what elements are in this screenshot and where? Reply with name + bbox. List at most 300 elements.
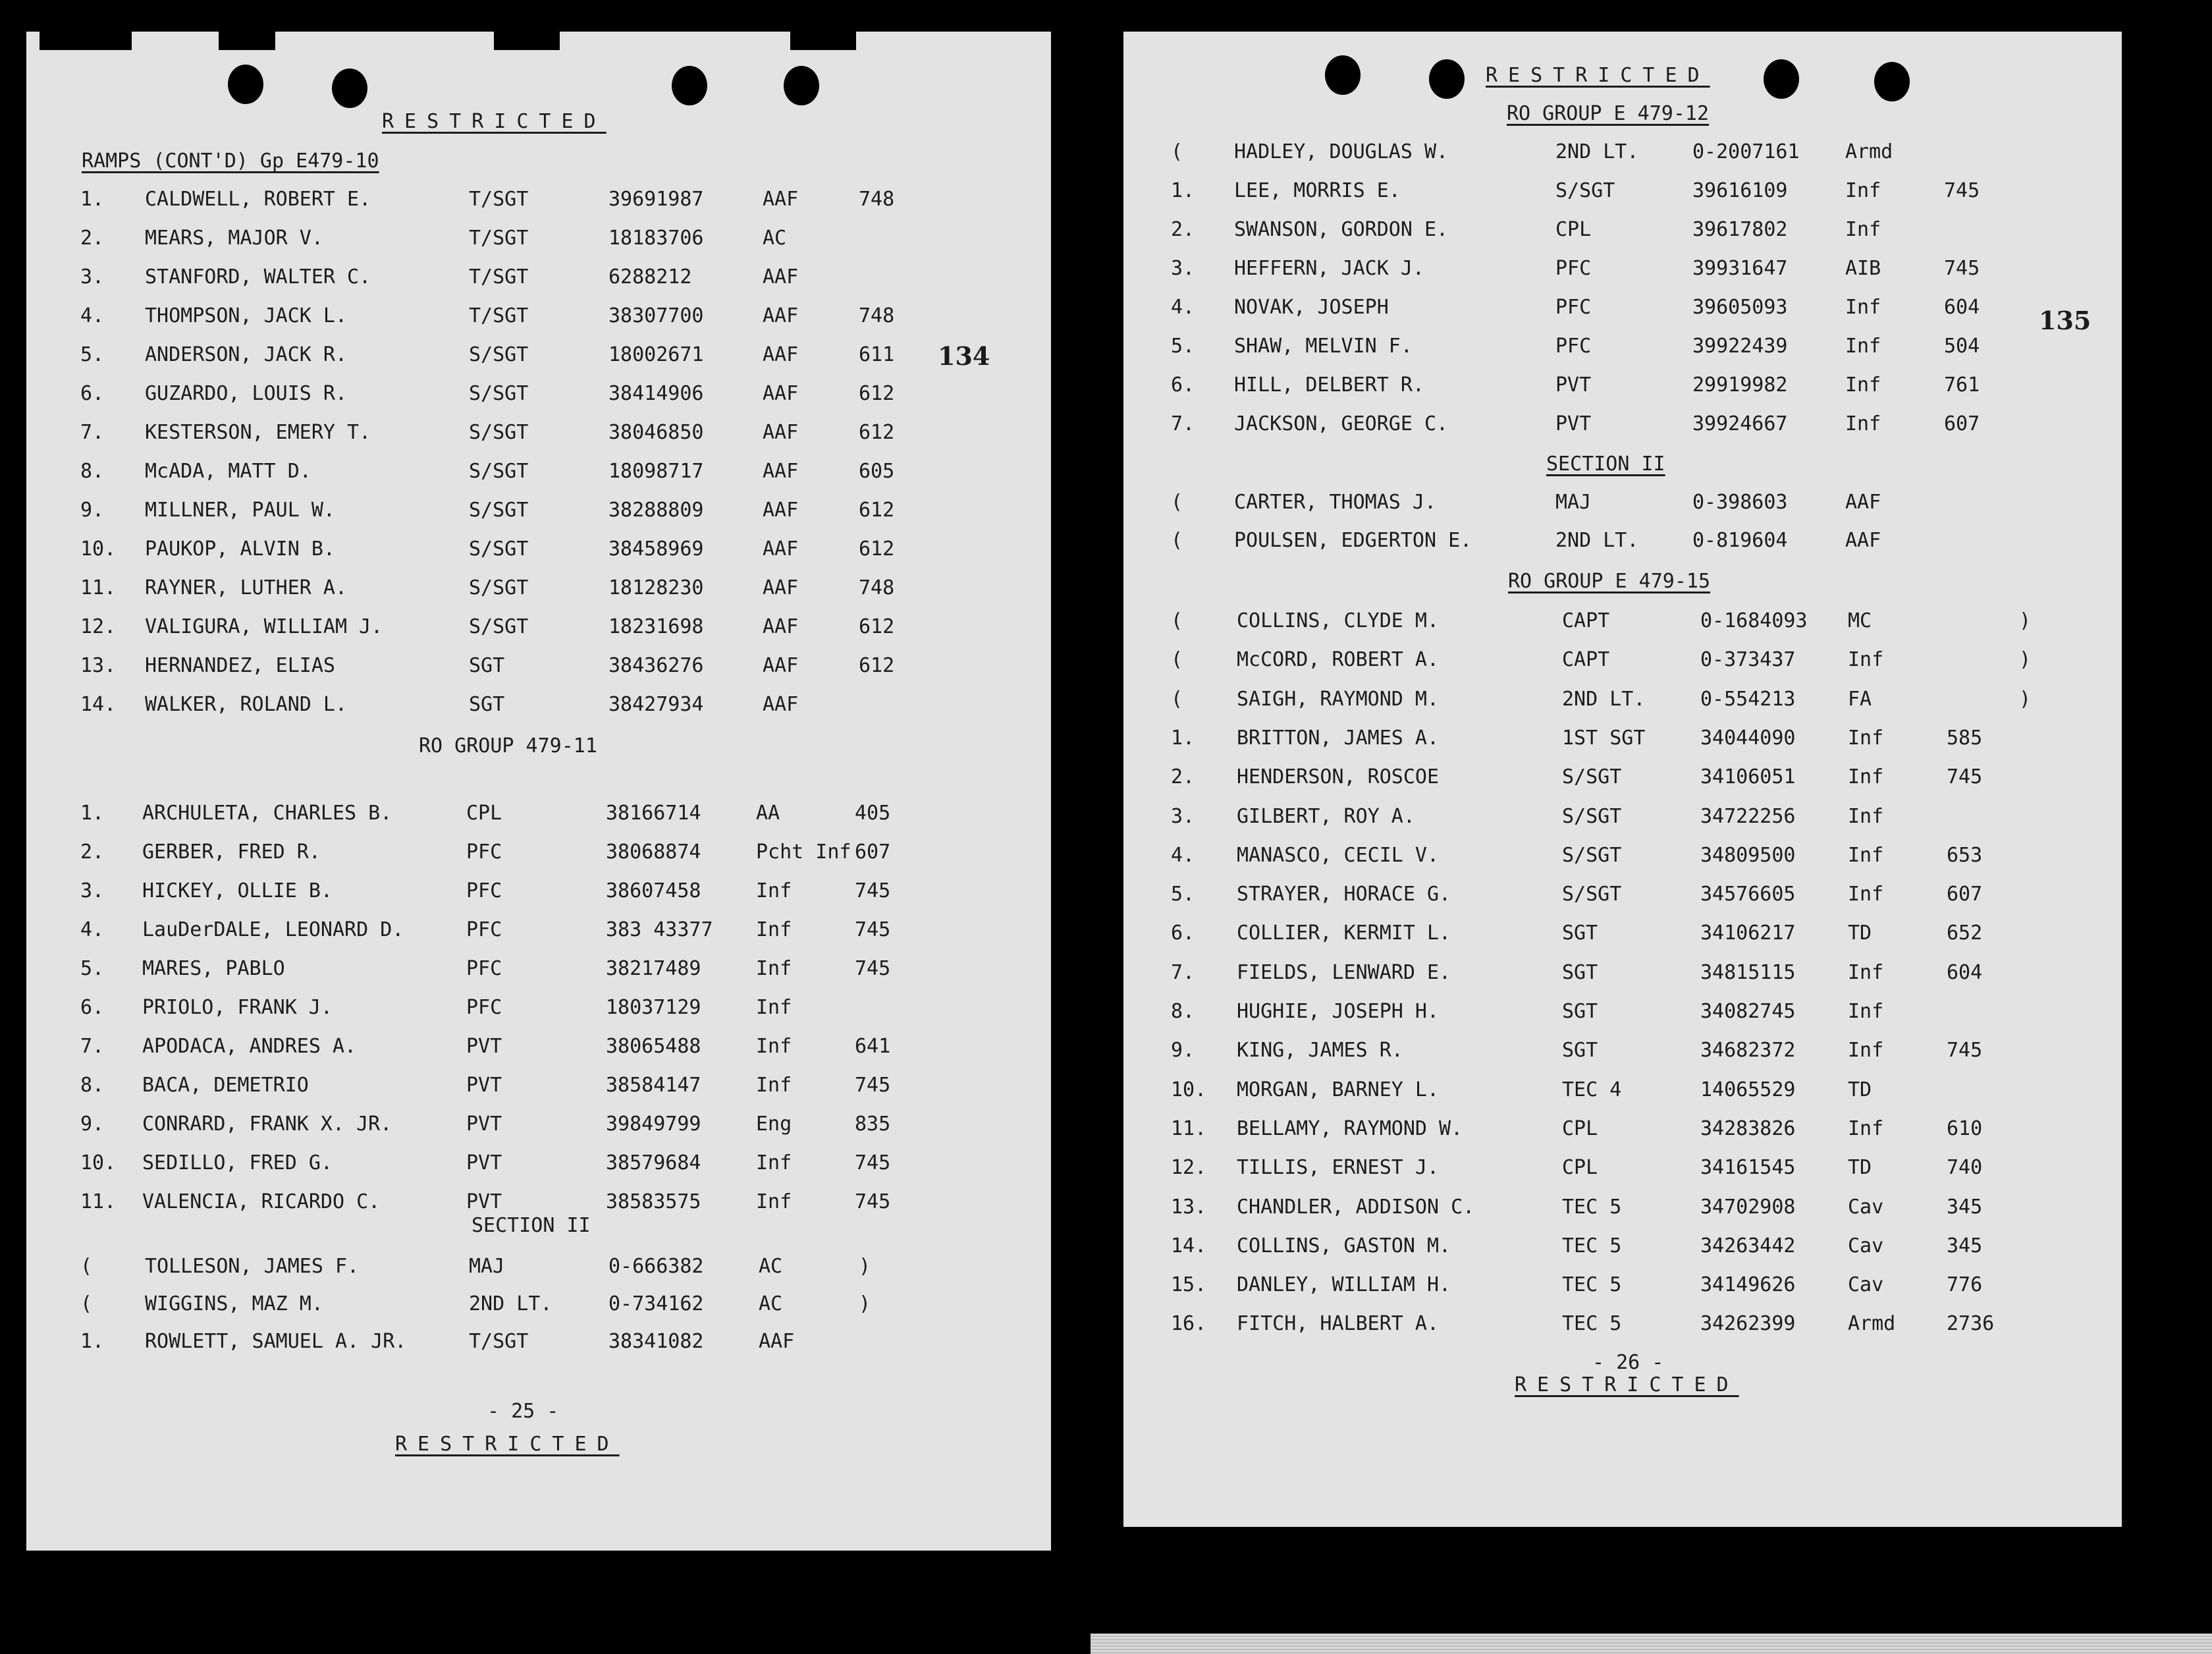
punch-hole	[672, 66, 707, 105]
cell-name: HUGHIE, JOSEPH H.	[1237, 1000, 1440, 1023]
cell-code: 652	[1947, 922, 1983, 945]
cell-rank: T/SGT	[469, 188, 529, 211]
cell-name: MANASCO, CECIL V.	[1237, 843, 1440, 867]
cell-num: 2.	[1171, 765, 1195, 789]
cell-name: GUZARDO, LOUIS R.	[145, 382, 348, 405]
cell-code: 745	[855, 957, 891, 980]
cell-branch: AAF	[763, 654, 799, 677]
cell-close: )	[2019, 609, 2032, 632]
cell-rank: MAJ	[1555, 491, 1592, 514]
restricted-footer: RESTRICTED	[1515, 1373, 1739, 1396]
cell-code: 604	[1944, 296, 1980, 319]
cell-num: 12.	[1171, 1156, 1207, 1180]
cell-name: RAYNER, LUTHER A.	[145, 576, 348, 599]
cell-num: 3.	[80, 879, 105, 902]
cell-code: 748	[859, 304, 895, 327]
cell-code: 611	[859, 343, 895, 366]
cell-serial: 18098717	[608, 460, 704, 483]
cell-serial: 39931647	[1692, 257, 1788, 280]
cell-name: DANLEY, WILLIAM H.	[1237, 1273, 1451, 1297]
cell-branch: Inf	[756, 1151, 792, 1174]
cell-branch: AC	[763, 227, 787, 250]
cell-name: VALIGURA, WILLIAM J.	[145, 615, 383, 638]
cell-rank: PFC	[466, 841, 502, 864]
cell-num: 4.	[1171, 843, 1195, 867]
cell-rank: CAPT	[1562, 648, 1610, 672]
cell-rank: CPL	[466, 802, 502, 825]
cell-serial: 34576605	[1700, 883, 1796, 906]
cell-serial: 38583575	[606, 1190, 701, 1213]
restricted-header: RESTRICTED	[382, 110, 607, 133]
cell-name: McCORD, ROBERT A.	[1237, 648, 1440, 672]
cell-branch: AA	[756, 802, 780, 825]
cell-rank: PVT	[466, 1035, 502, 1058]
cell-num: 8.	[80, 460, 105, 483]
cell-branch: AAF	[763, 538, 799, 561]
cell-rank: S/SGT	[469, 615, 529, 638]
cell-code: 585	[1947, 726, 1983, 750]
cell-branch: Inf	[756, 1035, 792, 1058]
cell-serial: 34815115	[1700, 960, 1796, 984]
cell-branch: AAF	[763, 576, 799, 599]
cell-serial: 18183706	[608, 227, 704, 250]
cell-num: 6.	[80, 996, 105, 1019]
group-heading: RO GROUP E 479-12	[1507, 102, 1710, 125]
cell-name: ROWLETT, SAMUEL A. JR.	[145, 1330, 407, 1353]
cell-name: COLLINS, GASTON M.	[1237, 1234, 1451, 1257]
cell-rank: S/SGT	[1562, 883, 1622, 906]
cell-serial: 38458969	[608, 538, 704, 561]
cell-rank: S/SGT	[469, 576, 529, 599]
cell-rank: TEC 4	[1562, 1078, 1622, 1101]
cell-num: (	[1171, 529, 1183, 552]
cell-code: )	[859, 1292, 871, 1315]
cell-serial: 18231698	[608, 615, 704, 638]
cell-name: MEARS, MAJOR V.	[145, 227, 323, 250]
cell-serial: 0-373437	[1700, 648, 1796, 672]
cell-serial: 38607458	[606, 879, 701, 902]
cell-branch: FA	[1848, 687, 1872, 711]
cell-serial: 39605093	[1692, 296, 1788, 319]
cell-code: 740	[1947, 1156, 1983, 1180]
cell-rank: CAPT	[1562, 609, 1610, 632]
cell-rank: 2ND LT.	[1562, 687, 1646, 711]
cell-num: 11.	[1171, 1116, 1207, 1140]
cell-serial: 0-2007161	[1692, 140, 1800, 163]
cell-name: MORGAN, BARNEY L.	[1237, 1078, 1440, 1101]
tape-mark	[219, 30, 275, 50]
cell-branch: AAF	[1845, 529, 1881, 552]
cell-name: HEFFERN, JACK J.	[1234, 257, 1424, 280]
cell-rank: PFC	[1555, 335, 1592, 358]
cell-serial: 38307700	[608, 304, 704, 327]
cell-serial: 39617802	[1692, 218, 1788, 241]
cell-code: 745	[855, 1151, 891, 1174]
cell-name: SEDILLO, FRED G.	[142, 1151, 333, 1174]
cell-code: 745	[855, 918, 891, 941]
cell-code: 653	[1947, 843, 1983, 867]
cell-rank: PVT	[1555, 373, 1592, 397]
punch-hole	[332, 69, 367, 108]
cell-serial: 38217489	[606, 957, 701, 980]
cell-branch: Inf	[1848, 765, 1884, 789]
cell-num: 14.	[80, 693, 117, 716]
cell-rank: S/SGT	[1562, 765, 1622, 789]
cell-name: THOMPSON, JACK L.	[145, 304, 348, 327]
cell-serial: 34044090	[1700, 726, 1796, 750]
cell-num: 6.	[1171, 922, 1195, 945]
cell-serial: 38166714	[606, 802, 701, 825]
cell-rank: S/SGT	[1562, 843, 1622, 867]
cell-branch: AIB	[1845, 257, 1881, 280]
cell-branch: Inf	[1848, 960, 1884, 984]
cell-name: TILLIS, ERNEST J.	[1237, 1156, 1440, 1180]
cell-name: LauDerDALE, LEONARD D.	[142, 918, 404, 941]
cell-branch: TD	[1848, 1078, 1872, 1101]
right-page	[1123, 32, 2122, 1527]
cell-num: 5.	[1171, 335, 1195, 358]
cell-rank: PVT	[466, 1074, 502, 1097]
cell-branch: Inf	[1848, 883, 1884, 906]
cell-name: COLLIER, KERMIT L.	[1237, 922, 1451, 945]
cell-rank: PFC	[466, 996, 502, 1019]
cell-code: 748	[859, 576, 895, 599]
cell-serial: 39849799	[606, 1113, 701, 1136]
cell-serial: 6288212	[608, 265, 692, 289]
cell-num: 1.	[80, 1330, 105, 1353]
cell-num: 3.	[80, 265, 105, 289]
cell-branch: AAF	[763, 499, 799, 522]
cell-rank: T/SGT	[469, 227, 529, 250]
cell-serial: 0-734162	[608, 1292, 704, 1315]
cell-rank: S/SGT	[469, 382, 529, 405]
cell-num: 10.	[1171, 1078, 1207, 1101]
cell-branch: AAF	[763, 382, 799, 405]
cell-num: (	[1171, 609, 1183, 632]
cell-rank: S/SGT	[469, 343, 529, 366]
cell-branch: Inf	[1848, 726, 1884, 750]
cell-name: STRAYER, HORACE G.	[1237, 883, 1451, 906]
cell-code: 745	[1947, 765, 1983, 789]
cell-serial: 39691987	[608, 188, 704, 211]
cell-branch: AAF	[763, 693, 799, 716]
cell-rank: 2ND LT.	[469, 1292, 553, 1315]
cell-rank: S/SGT	[469, 460, 529, 483]
cell-rank: CPL	[1555, 218, 1592, 241]
cell-serial: 34082745	[1700, 1000, 1796, 1023]
tape-mark	[40, 30, 132, 50]
cell-name: SWANSON, GORDON E.	[1234, 218, 1449, 241]
cell-serial: 14065529	[1700, 1078, 1796, 1101]
cell-branch: Inf	[1845, 218, 1881, 241]
cell-serial: 34161545	[1700, 1156, 1796, 1180]
cell-num: 15.	[1171, 1273, 1207, 1297]
cell-rank: 2ND LT.	[1555, 529, 1639, 552]
cell-rank: SGT	[1562, 1039, 1598, 1062]
cell-code: 776	[1947, 1273, 1983, 1297]
cell-rank: 1ST SGT	[1562, 726, 1646, 750]
cell-num: 11.	[80, 576, 117, 599]
cell-branch: Cav	[1848, 1273, 1884, 1297]
cell-branch: Cav	[1848, 1234, 1884, 1257]
cell-rank: SGT	[1562, 1000, 1598, 1023]
cell-num: (	[80, 1255, 93, 1278]
cell-num: 6.	[80, 382, 105, 405]
cell-serial: 38414906	[608, 382, 704, 405]
cell-close: )	[2019, 648, 2032, 672]
cell-num: 2.	[80, 227, 105, 250]
cell-branch: Armd	[1845, 140, 1893, 163]
cell-name: CALDWELL, ROBERT E.	[145, 188, 371, 211]
group-heading-2: RO GROUP 479-11	[419, 734, 597, 758]
cell-num: 5.	[80, 957, 105, 980]
cell-serial: 39924667	[1692, 412, 1788, 435]
punch-hole	[1874, 62, 1910, 101]
cell-serial: 39616109	[1692, 179, 1788, 202]
cell-code: 345	[1947, 1195, 1983, 1219]
cell-name: PRIOLO, FRANK J.	[142, 996, 333, 1019]
cell-num: 6.	[1171, 373, 1195, 397]
cell-branch: Inf	[1848, 648, 1884, 672]
cell-num: 1.	[1171, 726, 1195, 750]
cell-num: 4.	[80, 918, 105, 941]
cell-name: COLLINS, CLYDE M.	[1237, 609, 1440, 632]
cell-name: KING, JAMES R.	[1237, 1039, 1403, 1062]
cell-code: 2736	[1947, 1312, 1995, 1336]
cell-close: )	[2019, 687, 2032, 711]
cell-code: 761	[1944, 373, 1980, 397]
cell-serial: 383 43377	[606, 918, 713, 941]
cell-name: HERNANDEZ, ELIAS	[145, 654, 335, 677]
cell-code: 612	[859, 421, 895, 444]
cell-serial: 34106217	[1700, 922, 1796, 945]
cell-serial: 34722256	[1700, 804, 1796, 828]
cell-serial: 34263442	[1700, 1234, 1796, 1257]
cell-name: BACA, DEMETRIO	[142, 1074, 309, 1097]
page-number: - 25 -	[487, 1400, 559, 1423]
cell-name: KESTERSON, EMERY T.	[145, 421, 371, 444]
cell-serial: 38288809	[608, 499, 704, 522]
cell-rank: PVT	[466, 1113, 502, 1136]
cell-serial: 34809500	[1700, 843, 1796, 867]
cell-num: 9.	[1171, 1039, 1195, 1062]
group-heading-2: RO GROUP E 479-15	[1508, 570, 1711, 593]
cell-rank: PVT	[466, 1190, 502, 1213]
cell-name: GERBER, FRED R.	[142, 841, 321, 864]
cell-name: GILBERT, ROY A.	[1237, 804, 1415, 828]
cell-code: 641	[855, 1035, 891, 1058]
cell-num: (	[1171, 491, 1183, 514]
cell-rank: T/SGT	[469, 304, 529, 327]
cell-num: 4.	[80, 304, 105, 327]
cell-rank: SGT	[1562, 922, 1598, 945]
cell-num: (	[1171, 687, 1183, 711]
cell-serial: 38046850	[608, 421, 704, 444]
cell-branch: Inf	[1845, 335, 1881, 358]
cell-code: 345	[1947, 1234, 1983, 1257]
cell-num: 7.	[1171, 412, 1195, 435]
cell-code: 612	[859, 538, 895, 561]
cell-serial: 0-819604	[1692, 529, 1788, 552]
cell-serial: 18128230	[608, 576, 704, 599]
cell-num: (	[1171, 140, 1183, 163]
cell-rank: CPL	[1562, 1116, 1598, 1140]
cell-rank: S/SGT	[469, 421, 529, 444]
cell-name: STANFORD, WALTER C.	[145, 265, 371, 289]
cell-name: SAIGH, RAYMOND M.	[1237, 687, 1440, 711]
cell-num: 13.	[80, 654, 117, 677]
cell-serial: 0-398603	[1692, 491, 1788, 514]
cell-name: SHAW, MELVIN F.	[1234, 335, 1413, 358]
cell-rank: MAJ	[469, 1255, 505, 1278]
cell-num: 10.	[80, 1151, 117, 1174]
cell-rank: PFC	[1555, 257, 1592, 280]
cell-code: 835	[855, 1113, 891, 1136]
cell-name: HICKEY, OLLIE B.	[142, 879, 333, 902]
cell-num: 3.	[1171, 257, 1195, 280]
cell-branch: TD	[1848, 922, 1872, 945]
cell-num: 1.	[1171, 179, 1195, 202]
cell-name: BELLAMY, RAYMOND W.	[1237, 1116, 1463, 1140]
punch-hole	[1429, 59, 1465, 99]
cell-rank: SGT	[469, 693, 505, 716]
cell-branch: AAF	[763, 188, 799, 211]
cell-name: ANDERSON, JACK R.	[145, 343, 348, 366]
page-number: - 26 -	[1592, 1351, 1664, 1374]
cell-branch: AAF	[763, 304, 799, 327]
cell-branch: AC	[759, 1255, 783, 1278]
cell-serial: 34262399	[1700, 1312, 1796, 1336]
cell-num: 8.	[80, 1074, 105, 1097]
cell-rank: PFC	[466, 918, 502, 941]
cell-num: 3.	[1171, 804, 1195, 828]
cell-rank: PFC	[1555, 296, 1592, 319]
cell-branch: AAF	[763, 343, 799, 366]
cell-code: 745	[855, 1190, 891, 1213]
cell-name: MARES, PABLO	[142, 957, 285, 980]
cell-code: )	[859, 1255, 871, 1278]
cell-rank: TEC 5	[1562, 1273, 1622, 1297]
cell-serial: 34702908	[1700, 1195, 1796, 1219]
cell-name: WIGGINS, MAZ M.	[145, 1292, 323, 1315]
cell-name: APODACA, ANDRES A.	[142, 1035, 357, 1058]
cell-rank: TEC 5	[1562, 1195, 1622, 1219]
scanner-edge	[1091, 1634, 2212, 1654]
cell-name: VALENCIA, RICARDO C.	[142, 1190, 381, 1213]
cell-branch: AAF	[763, 421, 799, 444]
cell-serial: 0-666382	[608, 1255, 704, 1278]
cell-serial: 38427934	[608, 693, 704, 716]
cell-branch: Pcht Inf	[756, 841, 851, 864]
cell-code: 612	[859, 499, 895, 522]
cell-rank: S/SGT	[469, 499, 529, 522]
cell-branch: Inf	[756, 996, 792, 1019]
cell-branch: AC	[759, 1292, 783, 1315]
cell-code: 604	[1947, 960, 1983, 984]
cell-num: 2.	[1171, 218, 1195, 241]
cell-rank: T/SGT	[469, 1330, 529, 1353]
cell-rank: SGT	[1562, 960, 1598, 984]
cell-code: 748	[859, 188, 895, 211]
cell-serial: 34106051	[1700, 765, 1796, 789]
cell-rank: SGT	[469, 654, 505, 677]
cell-num: 4.	[1171, 296, 1195, 319]
cell-name: HADLEY, DOUGLAS W.	[1234, 140, 1449, 163]
cell-name: MILLNER, PAUL W.	[145, 499, 335, 522]
cell-num: 7.	[1171, 960, 1195, 984]
cell-num: 16.	[1171, 1312, 1207, 1336]
cell-branch: Inf	[1845, 179, 1881, 202]
cell-rank: S/SGT	[1562, 804, 1622, 828]
cell-serial: 18002671	[608, 343, 704, 366]
cell-name: PAUKOP, ALVIN B.	[145, 538, 335, 561]
cell-serial: 38579684	[606, 1151, 701, 1174]
cell-name: WALKER, ROLAND L.	[145, 693, 348, 716]
cell-branch: Inf	[1845, 373, 1881, 397]
cell-serial: 0-554213	[1700, 687, 1796, 711]
cell-branch: Eng	[756, 1113, 792, 1136]
cell-num: 11.	[80, 1190, 117, 1213]
group-heading: RAMPS (CONT'D) Gp E479-10	[82, 150, 379, 173]
cell-code: 607	[1947, 883, 1983, 906]
cell-branch: Cav	[1848, 1195, 1884, 1219]
left-page	[26, 32, 1051, 1551]
restricted-header: RESTRICTED	[1486, 64, 1710, 87]
punch-hole	[228, 65, 263, 104]
cell-num: 2.	[80, 841, 105, 864]
page-number-stamp: 134	[938, 341, 990, 371]
cell-rank: PFC	[466, 957, 502, 980]
cell-serial: 38068874	[606, 841, 701, 864]
cell-branch: Inf	[756, 1074, 792, 1097]
cell-rank: PVT	[466, 1151, 502, 1174]
punch-hole	[1325, 55, 1361, 95]
cell-rank: CPL	[1562, 1156, 1598, 1180]
cell-num: 5.	[80, 343, 105, 366]
cell-code: 607	[1944, 412, 1980, 435]
cell-code: 612	[859, 654, 895, 677]
cell-name: FIELDS, LENWARD E.	[1237, 960, 1451, 984]
cell-code: 610	[1947, 1116, 1983, 1140]
cell-num: 10.	[80, 538, 117, 561]
cell-branch: Inf	[1848, 843, 1884, 867]
cell-branch: Inf	[756, 918, 792, 941]
cell-code: 745	[1947, 1039, 1983, 1062]
cell-num: 12.	[80, 615, 117, 638]
cell-num: 7.	[80, 1035, 105, 1058]
cell-rank: TEC 5	[1562, 1234, 1622, 1257]
cell-branch: Inf	[1845, 296, 1881, 319]
cell-num: 9.	[80, 499, 105, 522]
cell-rank: 2ND LT.	[1555, 140, 1639, 163]
cell-name: CARTER, THOMAS J.	[1234, 491, 1437, 514]
cell-branch: Armd	[1848, 1312, 1896, 1336]
cell-name: HENDERSON, ROSCOE	[1237, 765, 1440, 789]
cell-serial: 38065488	[606, 1035, 701, 1058]
cell-branch: Inf	[1845, 412, 1881, 435]
cell-branch: Inf	[756, 957, 792, 980]
cell-branch: AAF	[763, 460, 799, 483]
punch-hole	[1764, 59, 1799, 99]
cell-code: 607	[855, 841, 891, 864]
cell-branch: AAF	[1845, 491, 1881, 514]
cell-serial: 38341082	[608, 1330, 704, 1353]
cell-serial: 0-1684093	[1700, 609, 1808, 632]
cell-serial: 29919982	[1692, 373, 1788, 397]
cell-name: CONRARD, FRANK X. JR.	[142, 1113, 392, 1136]
cell-branch: Inf	[1848, 804, 1884, 828]
cell-branch: MC	[1848, 609, 1872, 632]
